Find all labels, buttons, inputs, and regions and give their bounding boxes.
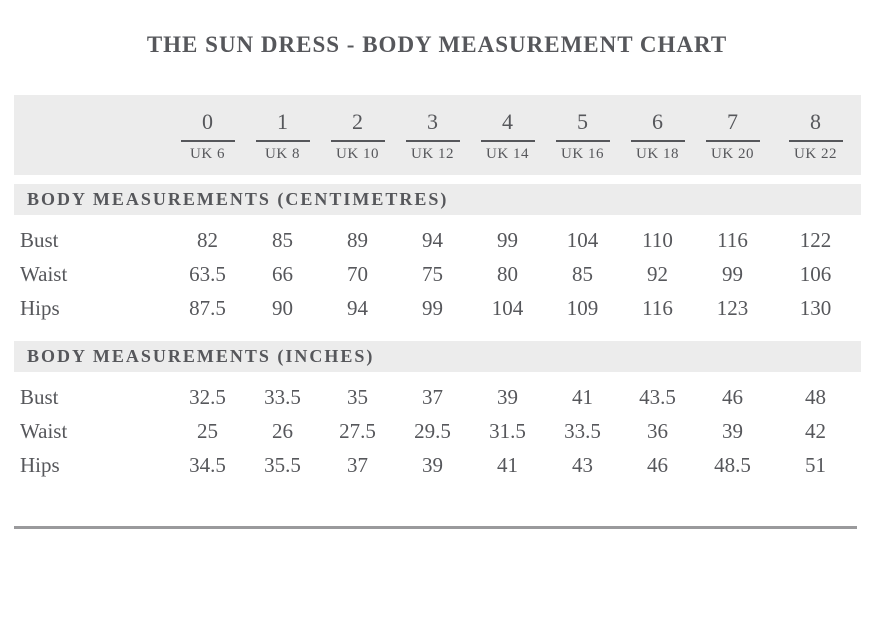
section-gap [14, 175, 861, 184]
size-divider-line [789, 140, 843, 142]
size-label: 8 [810, 109, 821, 134]
measurement-value: 87.5 [189, 295, 226, 320]
size-column-header [545, 95, 620, 175]
measurement-value: 99 [422, 295, 443, 320]
measurement-value: 43.5 [639, 384, 676, 409]
measurement-value: 94 [422, 227, 443, 252]
row-label: Bust [20, 384, 59, 409]
size-label: 4 [502, 109, 513, 134]
measurement-value: 39 [722, 418, 743, 443]
measurement-value: 90 [272, 295, 293, 320]
measurement-value: 43 [572, 452, 593, 477]
measurement-value: 36 [647, 418, 668, 443]
measurement-value: 109 [566, 295, 599, 320]
section-heading: BODY MEASUREMENTS (CENTIMETRES) [14, 184, 861, 215]
section-gap [14, 325, 861, 341]
size-label: 5 [577, 109, 588, 134]
measurement-value: 106 [799, 261, 832, 286]
size-divider-line [181, 140, 235, 142]
measurement-value: 41 [497, 452, 518, 477]
measurement-value: 104 [491, 295, 524, 320]
measurement-value: 41 [572, 384, 593, 409]
size-label: 7 [727, 109, 738, 134]
measurement-value: 122 [799, 227, 832, 252]
size-divider-line [706, 140, 760, 142]
measurement-value: 42 [805, 418, 826, 443]
bottom-divider [14, 526, 857, 529]
uk-size-label: UK 14 [486, 146, 529, 162]
measurement-value: 39 [497, 384, 518, 409]
measurement-value: 33.5 [264, 384, 301, 409]
row-label: Hips [20, 295, 60, 320]
measurement-value: 66 [272, 261, 293, 286]
size-divider-line [256, 140, 310, 142]
page-title: THE SUN DRESS - BODY MEASUREMENT CHART [146, 32, 728, 57]
uk-size-label: UK 10 [336, 146, 379, 162]
size-divider-line [481, 140, 535, 142]
uk-size-label: UK 22 [794, 146, 837, 162]
measurement-value: 32.5 [189, 384, 226, 409]
measurement-value: 37 [422, 384, 443, 409]
measurement-value: 92 [647, 261, 668, 286]
measurement-value: 82 [197, 227, 218, 252]
size-divider-line [556, 140, 610, 142]
measurement-value: 63.5 [189, 261, 226, 286]
size-label: 3 [427, 109, 438, 134]
section-heading: BODY MEASUREMENTS (INCHES) [14, 341, 861, 372]
measurement-value: 37 [347, 452, 368, 477]
size-column-header [320, 95, 395, 175]
measurement-value: 35 [347, 384, 368, 409]
row-label: Bust [20, 227, 59, 252]
measurement-value: 85 [272, 227, 293, 252]
measurement-value: 25 [197, 418, 218, 443]
measurement-value: 99 [497, 227, 518, 252]
measurement-value: 116 [642, 295, 673, 320]
measurement-value: 94 [347, 295, 368, 320]
measurement-value: 48 [805, 384, 826, 409]
uk-size-label: UK 8 [265, 146, 300, 162]
measurement-value: 85 [572, 261, 593, 286]
size-label: 2 [352, 109, 363, 134]
measurement-value: 70 [347, 261, 368, 286]
section-gap [14, 372, 861, 380]
measurement-value: 26 [272, 418, 293, 443]
measurement-chart [14, 95, 861, 482]
measurement-value: 89 [347, 227, 368, 252]
measurement-value: 46 [647, 452, 668, 477]
uk-size-label: UK 20 [711, 146, 754, 162]
size-column-header [770, 95, 861, 175]
measurement-value: 51 [805, 452, 826, 477]
size-column-header [395, 95, 470, 175]
size-divider-line [331, 140, 385, 142]
section-gap [14, 215, 861, 223]
measurement-value: 27.5 [339, 418, 376, 443]
size-column-header [170, 95, 245, 175]
size-column-header [245, 95, 320, 175]
measurement-value: 116 [717, 227, 748, 252]
measurement-value: 31.5 [489, 418, 526, 443]
table-corner-cell [14, 95, 170, 175]
size-divider-line [406, 140, 460, 142]
measurement-value: 110 [642, 227, 673, 252]
uk-size-label: UK 18 [636, 146, 679, 162]
row-label: Waist [20, 261, 68, 286]
measurement-value: 35.5 [264, 452, 301, 477]
measurement-value: 130 [799, 295, 832, 320]
measurement-value: 39 [422, 452, 443, 477]
size-divider-line [631, 140, 685, 142]
row-label: Hips [20, 452, 60, 477]
measurement-value: 104 [566, 227, 599, 252]
uk-size-label: UK 6 [190, 146, 225, 162]
measurement-value: 123 [716, 295, 749, 320]
row-label: Waist [20, 418, 68, 443]
measurement-value: 34.5 [189, 452, 226, 477]
size-label: 6 [652, 109, 663, 134]
size-column-header [620, 95, 695, 175]
measurement-value: 99 [722, 261, 743, 286]
size-label: 1 [277, 109, 288, 134]
size-column-header [470, 95, 545, 175]
measurement-value: 80 [497, 261, 518, 286]
uk-size-label: UK 16 [561, 146, 604, 162]
measurement-value: 48.5 [714, 452, 751, 477]
size-label: 0 [202, 109, 213, 134]
measurement-value: 46 [722, 384, 743, 409]
measurement-value: 33.5 [564, 418, 601, 443]
measurement-value: 29.5 [414, 418, 451, 443]
measurement-value: 75 [422, 261, 443, 286]
size-column-header [695, 95, 770, 175]
uk-size-label: UK 12 [411, 146, 454, 162]
